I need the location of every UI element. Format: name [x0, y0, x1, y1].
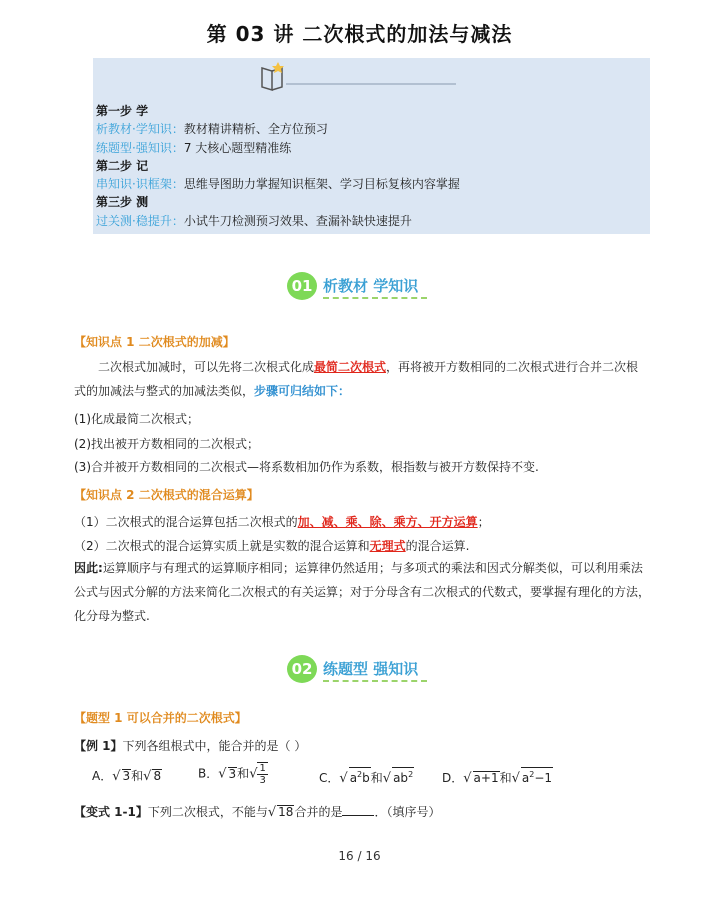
section-underline [323, 297, 427, 299]
text: 和 [131, 769, 144, 783]
step-label: 练题型·强知识： [96, 140, 184, 155]
step-item [96, 139, 460, 157]
page-title: 第 03 讲 二次根式的加法与减法 [206, 22, 513, 46]
key-term: 最简二次根式 [314, 360, 387, 374]
section-number-badge: 01 [287, 272, 317, 300]
option-label: A． [92, 769, 113, 783]
kp2-line-1 [74, 513, 490, 530]
text: 下列二次根式，不能与 [147, 805, 268, 819]
step-heading: 第二步 记 [96, 158, 149, 173]
step-label: 过关测·稳提升： [96, 213, 184, 228]
option-b: B．√ 3和√ $\frac{1}{3}$ [198, 763, 266, 786]
step-heading: 第一步 学 [96, 104, 149, 118]
answer-blank[interactable] [342, 815, 374, 816]
denominator: 3 [259, 775, 266, 786]
page-number: 16 / 16 [338, 849, 381, 863]
intro-steps [96, 102, 460, 230]
option-label: C． [319, 771, 340, 785]
example-label: 【例 1】 [74, 739, 123, 753]
option-label: B． [198, 766, 219, 781]
step-desc: 教材精讲精析、全方位预习 [183, 122, 328, 137]
step-desc: 小试牛刀检测预习效果、查漏补缺快速提升 [183, 213, 412, 228]
step-desc: 思维导图助力掌握知识框架、学习目标复核内容掌握 [183, 177, 460, 192]
text: 和 [499, 771, 512, 785]
radicand: $ab^2$ [392, 767, 414, 785]
radicand: 3 [228, 766, 237, 781]
radicand: 8 [153, 769, 162, 783]
section-underline [323, 680, 427, 682]
fraction [257, 762, 267, 786]
kp2-line-2 [74, 537, 469, 554]
radicand: 3 [122, 769, 131, 783]
step-item [96, 212, 460, 230]
option-d: D．√ a+1和√ $a^2-1$ [442, 767, 553, 786]
book-icon [256, 60, 456, 100]
text: 和 [370, 771, 383, 785]
option-c: C．√ $a^2b$和√ $ab^2$ [319, 767, 414, 786]
variant-label: 【变式 1-1】 [74, 805, 148, 819]
knowledge-point-1-title: 【知识点 1 二次根式的加减】 [74, 335, 235, 349]
radicand: a+1 [473, 771, 499, 785]
knowledge-point-2-title: 【知识点 2 二次根式的混合运算】 [74, 488, 259, 502]
variant-1-1: 【变式 1-1】下列二次根式，不能与√ 18合并的是 ．（填序号） [74, 805, 441, 820]
text: ； [477, 515, 490, 529]
kp1-step-3: (3)合并被开方数相同的二次根式—将系数相加仍作为系数，根指数与被开方数保持不变. [74, 460, 539, 474]
text: ．（填序号） [374, 805, 441, 819]
text: 合并的是 [294, 805, 343, 819]
therefore-label: 因此: [74, 561, 103, 575]
text: 和 [237, 766, 250, 781]
option-a: A．√ 3和√ 8 [92, 769, 162, 784]
numerator: 1 [259, 763, 266, 774]
steps-intro: 步骤可归结如下： [254, 384, 351, 398]
section-title: 练题型 强知识 [323, 660, 419, 678]
radicand: $a^2-1$ [521, 767, 553, 785]
radicand: 18 [278, 805, 294, 819]
step-label: 析教材·学知识： [96, 122, 184, 137]
kp1-step-1: (1)化成最简二次根式； [74, 412, 199, 426]
text: 的混合运算. [405, 539, 470, 553]
step-heading: 第三步 测 [96, 195, 149, 210]
text: 运算顺序与有理式的运算顺序相同；运算律仍然适用；与多项式的乘法和因式分解类似，可以利用乘法公式与因式分解的方法来简化二次根式的有关运算；对于分母含有二次根式的代数式，要掌握有理化的方法，化分母为整式. [74, 561, 651, 623]
section-number-badge: 02 [287, 655, 317, 683]
step-item [96, 175, 460, 193]
knowledge-point-1-paragraph [74, 355, 650, 403]
section-title: 析教材 学知识 [323, 277, 419, 295]
text: ，再将被开方数相同的二次根式进行合并二次根式的加减法与整式的加减法类似， [74, 360, 639, 398]
example-1 [74, 737, 306, 754]
text: （1）二次根式的混合运算包括二次根式的 [74, 515, 298, 529]
question-type-1-title: 【题型 1 可以合并的二次根式】 [74, 711, 247, 725]
intro-box [93, 58, 650, 234]
option-label: D． [442, 771, 464, 785]
step-label: 串知识·识框架： [96, 177, 184, 192]
step-item [96, 120, 460, 138]
radicand: $a^2b$ [349, 767, 371, 785]
text: 二次根式加减时，可以先将二次根式化成 [98, 360, 315, 374]
kp2-therefore-paragraph [74, 556, 650, 628]
kp1-step-2: (2)找出被开方数相同的二次根式； [74, 437, 259, 451]
key-term: 无理式 [369, 539, 406, 553]
text: 下列各组根式中，能合并的是（ ） [122, 739, 307, 753]
text: （2）二次根式的混合运算实质上就是实数的混合运算和 [74, 539, 370, 553]
step-desc: 7 大核心题型精准练 [183, 140, 292, 155]
key-term: 加、减、乘、除、乘方、开方运算 [297, 515, 478, 529]
